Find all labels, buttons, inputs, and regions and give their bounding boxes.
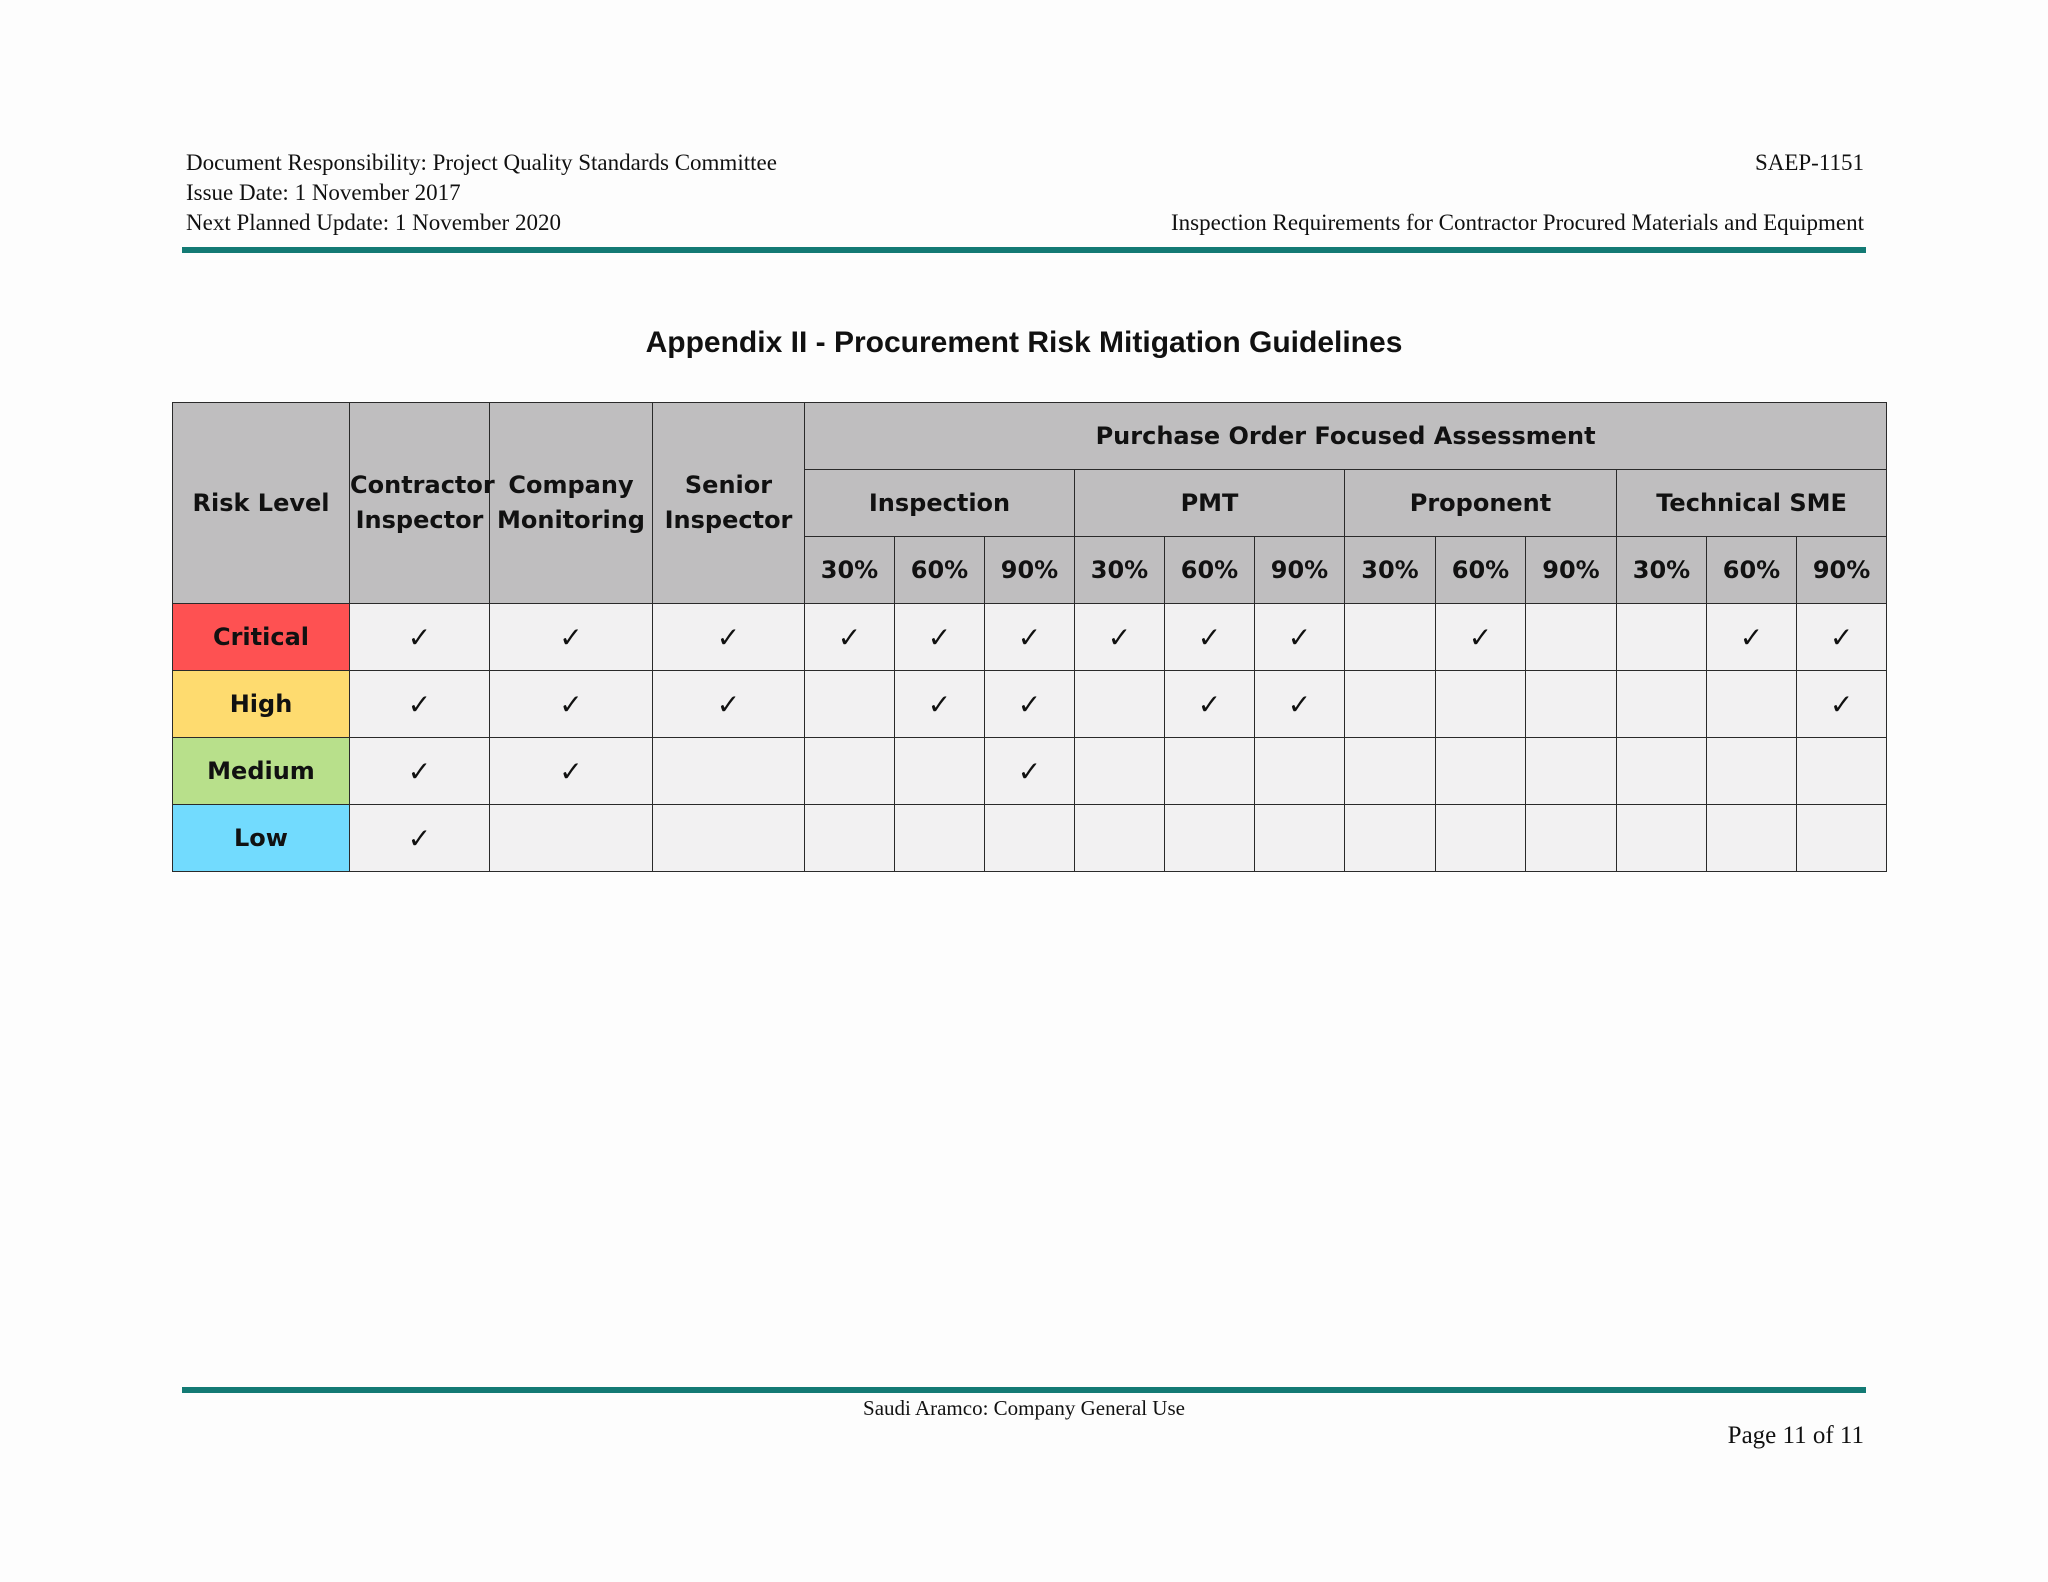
checkmark-cell xyxy=(653,604,805,671)
pct-header: 90% xyxy=(1255,537,1345,604)
pct-header: 30% xyxy=(805,537,895,604)
next-planned-update: Next Planned Update: 1 November 2020 xyxy=(186,210,561,235)
empty-cell xyxy=(1345,805,1436,872)
empty-cell xyxy=(1617,604,1707,671)
empty-cell xyxy=(1255,738,1345,805)
empty-cell xyxy=(805,805,895,872)
empty-cell xyxy=(653,738,805,805)
pmt-group-header: PMT xyxy=(1075,470,1345,537)
footer-rule xyxy=(182,1387,1866,1393)
empty-cell xyxy=(1617,738,1707,805)
checkmark-icon: ✓ xyxy=(716,620,741,654)
checkmark-cell xyxy=(1255,604,1345,671)
checkmark-icon: ✓ xyxy=(1197,687,1222,721)
empty-cell xyxy=(1165,738,1255,805)
pct-header: 90% xyxy=(1526,537,1617,604)
checkmark-cell xyxy=(350,604,490,671)
checkmark-icon: ✓ xyxy=(1017,620,1042,654)
checkmark-cell xyxy=(985,738,1075,805)
contractor-inspector-header: Contractor Inspector xyxy=(350,403,490,604)
pct-header: 30% xyxy=(1617,537,1707,604)
checkmark-cell xyxy=(1075,604,1165,671)
empty-cell xyxy=(1436,738,1526,805)
checkmark-icon: ✓ xyxy=(407,620,432,654)
checkmark-icon: ✓ xyxy=(559,687,583,721)
pct-header: 60% xyxy=(895,537,985,604)
checkmark-icon: ✓ xyxy=(1017,754,1042,788)
checkmark-cell xyxy=(490,738,653,805)
empty-cell xyxy=(1075,805,1165,872)
header-left xyxy=(186,148,777,238)
pct-header: 60% xyxy=(1436,537,1526,604)
checkmark-cell xyxy=(1255,671,1345,738)
empty-cell xyxy=(1526,738,1617,805)
checkmark-icon: ✓ xyxy=(407,754,432,788)
checkmark-icon: ✓ xyxy=(1287,687,1312,721)
checkmark-icon: ✓ xyxy=(927,620,952,654)
checkmark-cell xyxy=(1436,604,1526,671)
risk-mitigation-table xyxy=(172,402,1887,872)
risk-table-body xyxy=(173,604,1887,872)
technical-sme-group-header: Technical SME xyxy=(1617,470,1887,537)
empty-cell xyxy=(1526,604,1617,671)
empty-cell xyxy=(1526,805,1617,872)
risk-level-cell: Critical xyxy=(173,604,350,671)
checkmark-cell xyxy=(1165,671,1255,738)
empty-cell xyxy=(1617,805,1707,872)
empty-cell xyxy=(1707,671,1797,738)
checkmark-icon: ✓ xyxy=(1468,620,1493,654)
checkmark-cell xyxy=(490,604,653,671)
checkmark-cell xyxy=(1165,604,1255,671)
empty-cell xyxy=(1436,671,1526,738)
checkmark-cell xyxy=(1797,671,1887,738)
checkmark-cell xyxy=(1797,604,1887,671)
checkmark-icon: ✓ xyxy=(407,821,432,855)
empty-cell xyxy=(1526,671,1617,738)
checkmark-icon: ✓ xyxy=(1287,620,1312,654)
appendix-title: Appendix II - Procurement Risk Mitigation Guidelines xyxy=(645,326,1403,359)
empty-cell xyxy=(1436,805,1526,872)
proponent-group-header: Proponent xyxy=(1345,470,1617,537)
checkmark-cell xyxy=(985,604,1075,671)
checkmark-cell xyxy=(895,604,985,671)
checkmark-icon: ✓ xyxy=(1829,687,1854,721)
checkmark-cell xyxy=(350,671,490,738)
checkmark-cell xyxy=(490,671,653,738)
checkmark-icon: ✓ xyxy=(1829,620,1854,654)
checkmark-cell xyxy=(653,671,805,738)
doc-number: SAEP-1151 xyxy=(1754,150,1864,175)
checkmark-cell xyxy=(805,604,895,671)
table-row xyxy=(173,738,1887,805)
empty-cell xyxy=(805,671,895,738)
empty-cell xyxy=(1345,671,1436,738)
empty-cell xyxy=(1345,738,1436,805)
empty-cell xyxy=(895,805,985,872)
pct-header: 30% xyxy=(1345,537,1436,604)
checkmark-icon: ✓ xyxy=(1739,620,1764,654)
pct-header: 90% xyxy=(985,537,1075,604)
empty-cell xyxy=(1255,805,1345,872)
doc-title: Inspection Requirements for Contractor Procured Materials and Equipment xyxy=(1171,210,1864,235)
doc-responsibility: Document Responsibility: Project Quality Standards Committee xyxy=(186,150,777,175)
risk-level-cell: Medium xyxy=(173,738,350,805)
issue-date: Issue Date: 1 November 2017 xyxy=(186,180,461,205)
company-monitoring-header: Company Monitoring xyxy=(490,403,653,604)
empty-cell xyxy=(805,738,895,805)
empty-cell xyxy=(1707,805,1797,872)
senior-inspector-header: Senior Inspector xyxy=(653,403,805,604)
empty-cell xyxy=(985,805,1075,872)
empty-cell xyxy=(895,738,985,805)
checkmark-cell xyxy=(1707,604,1797,671)
empty-cell xyxy=(1345,604,1436,671)
checkmark-icon: ✓ xyxy=(559,754,583,788)
checkmark-cell xyxy=(895,671,985,738)
pct-header: 60% xyxy=(1165,537,1255,604)
checkmark-cell xyxy=(985,671,1075,738)
table-row xyxy=(173,805,1887,872)
checkmark-icon: ✓ xyxy=(559,620,583,654)
empty-cell xyxy=(1797,738,1887,805)
checkmark-icon: ✓ xyxy=(1197,620,1222,654)
pct-header: 90% xyxy=(1797,537,1887,604)
empty-cell xyxy=(1617,671,1707,738)
risk-level-header: Risk Level xyxy=(173,403,350,604)
empty-cell xyxy=(1707,738,1797,805)
checkmark-icon: ✓ xyxy=(1107,620,1132,654)
empty-cell xyxy=(1165,805,1255,872)
checkmark-icon: ✓ xyxy=(837,620,862,654)
checkmark-icon: ✓ xyxy=(407,687,432,721)
empty-cell xyxy=(1075,671,1165,738)
risk-level-cell: High xyxy=(173,671,350,738)
checkmark-icon: ✓ xyxy=(1017,687,1042,721)
empty-cell xyxy=(1075,738,1165,805)
header-rule xyxy=(182,247,1866,253)
pct-header: 60% xyxy=(1707,537,1797,604)
risk-level-cell: Low xyxy=(173,805,350,872)
pct-header: 30% xyxy=(1075,537,1165,604)
empty-cell xyxy=(653,805,805,872)
table-row xyxy=(173,671,1887,738)
checkmark-cell xyxy=(350,738,490,805)
empty-cell xyxy=(490,805,653,872)
checkmark-icon: ✓ xyxy=(716,687,741,721)
po-focused-assessment-header: Purchase Order Focused Assessment xyxy=(805,403,1887,470)
page-number: Page 11 of 11 xyxy=(1727,1422,1864,1449)
table-row xyxy=(173,604,1887,671)
classification-label: Saudi Aramco: Company General Use xyxy=(863,1396,1185,1420)
inspection-group-header: Inspection xyxy=(805,470,1075,537)
checkmark-icon: ✓ xyxy=(927,687,952,721)
checkmark-cell xyxy=(350,805,490,872)
empty-cell xyxy=(1797,805,1887,872)
